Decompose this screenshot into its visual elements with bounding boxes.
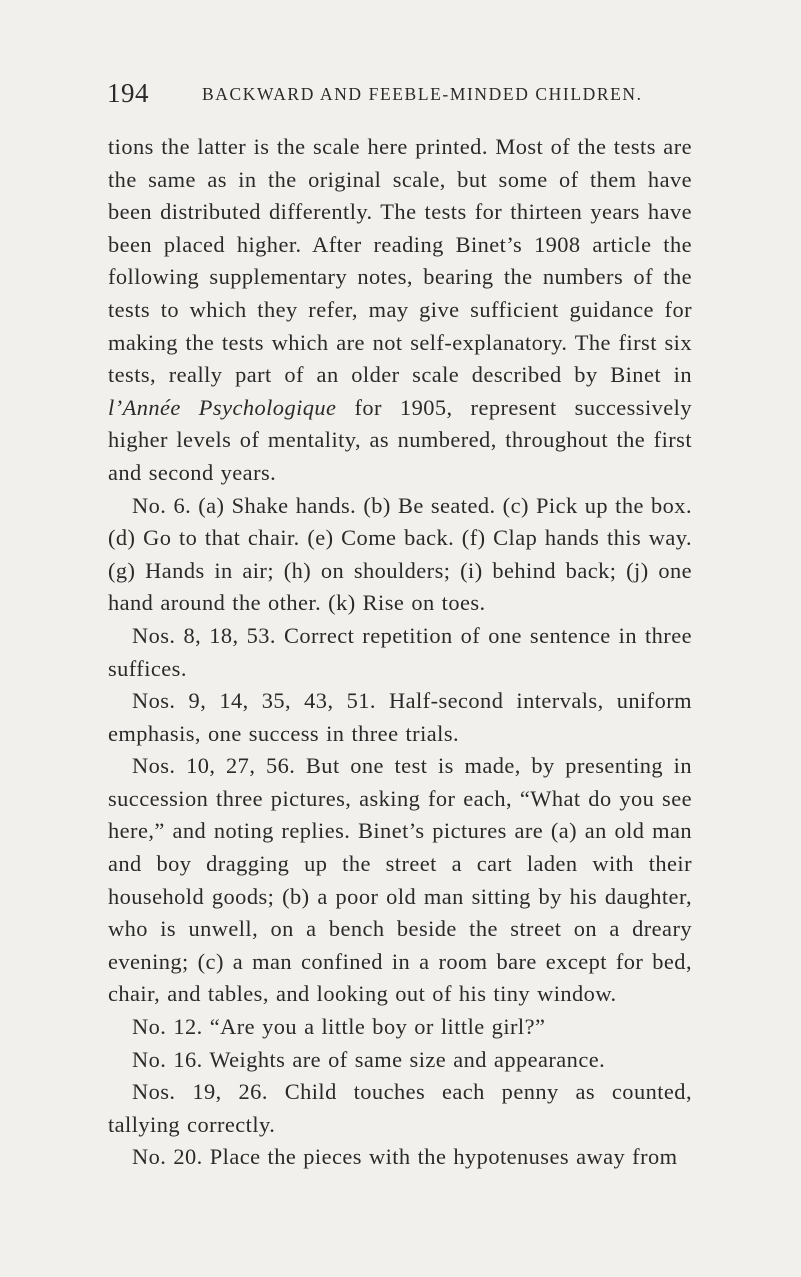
note-test-20: No. 20. Place the pieces with the hypotenuses away from — [132, 1144, 678, 1170]
running-head: BACKWARD AND FEEBLE-MINDED CHILDREN. — [202, 84, 643, 104]
note-tests-8-18-53: Nos. 8, 18, 53. Correct repetition of one sentence in three suffices. — [108, 622, 692, 681]
note-test-12: No. 12. “Are you a little boy or little girl?” — [132, 1014, 546, 1040]
journal-title: l’Année Psychologique — [108, 394, 337, 420]
paragraph-text: tions the latter is the scale here printed. Most of the tests are the same as in the original scale, but some of them have been distributed differently. The tests for thirteen years have been placed higher. After reading Binet’s 1908 article the following supplementary notes, bearing the numbers of the tests to which they refer, may give sufficient guidance for making the tests which are not self-explanatory. The first six tests, really part of an older scale described by Binet in — [108, 134, 692, 388]
note-tests-19-26: Nos. 19, 26. Child touches each penny as counted, tallying correctly. — [108, 1079, 692, 1137]
body-text — [108, 131, 692, 1174]
note-tests-10-27-56: Nos. 10, 27, 56. But one test is made, by presenting in succession three pictures, asking for each, “What do you see here,” and noting replies. Binet’s pictures are (a) an old man and boy dragging up the street a cart laden with their household goods; (b) a poor old man sitting by his daughter, who is unwell, on a bench beside the street on a dreary evening; (c) a man confined in a room bare except for bed, chair, and tables, and looking out of his tiny window. — [108, 753, 692, 1007]
note-test-16: No. 16. Weights are of same size and appearance. — [132, 1046, 606, 1072]
page-number: 194 — [107, 78, 149, 108]
note-tests-9-14-35-43-51: Nos. 9, 14, 35, 43, 51. Half-second intervals, uniform emphasis, one success in three trials. — [108, 688, 692, 746]
paragraph-continuation — [108, 131, 692, 490]
note-test-6: No. 6. (a) Shake hands. (b) Be seated. (c) Pick up the box. (d) Go to that chair. (e) Come back. (f) Clap hands this way. (g) Hands in air; (h) on shoulders; (i) behind back; (j) one hand around the other. (k) Rise on toes. — [108, 492, 692, 616]
paragraph-text: for 1905, represent successively higher levels of mentality, as numbered, throughout the first and second years. — [108, 394, 692, 485]
page-header — [107, 78, 687, 112]
